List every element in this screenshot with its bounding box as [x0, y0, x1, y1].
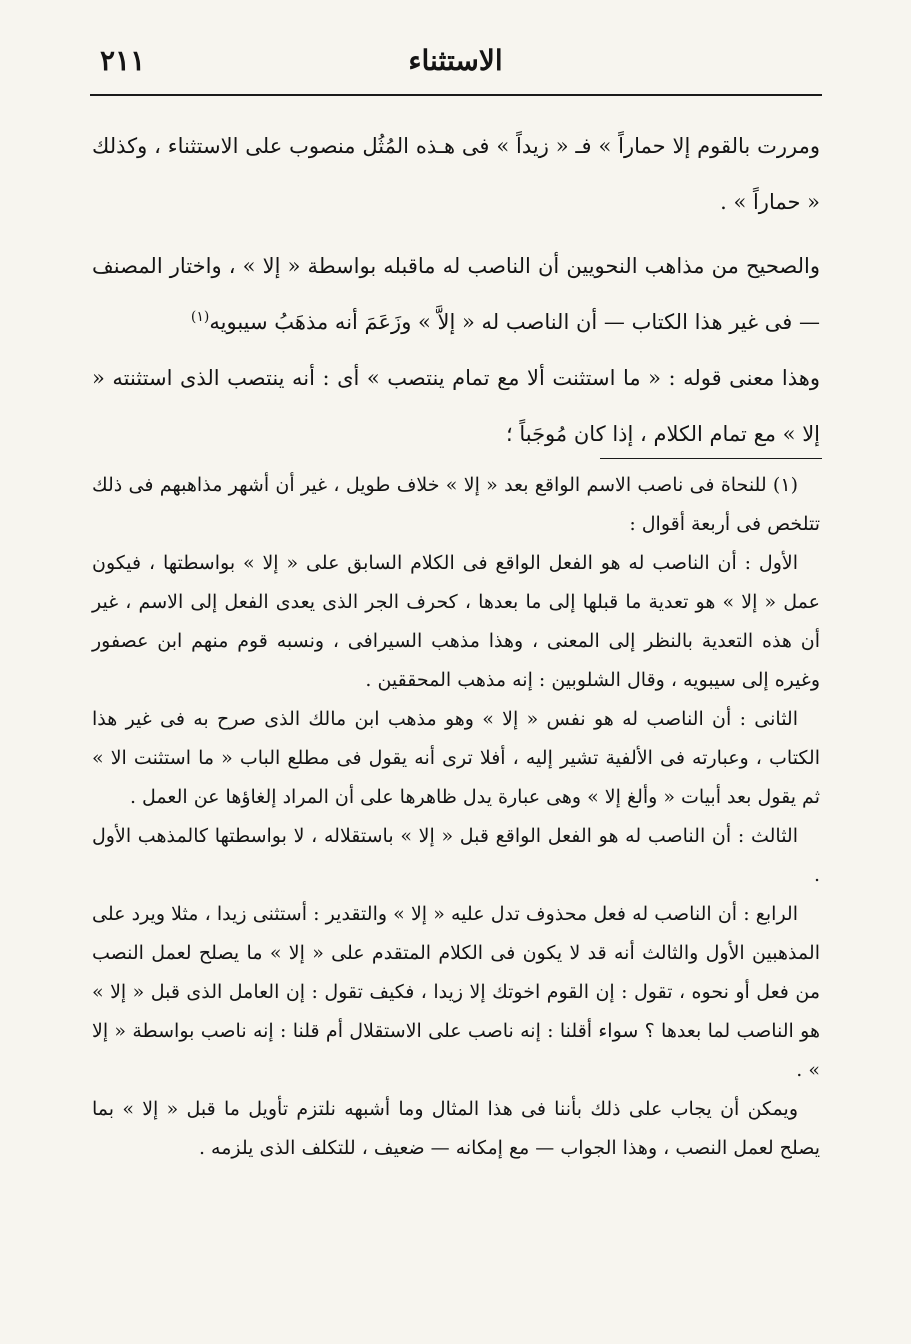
- main-paragraph: ومررت بالقوم إلا حماراً » فـ « زيداً » فى هـذه المُثُل منصوب على الاستثناء ، وكذلك « حماراً » .: [92, 134, 820, 214]
- page-number: ٢١١: [100, 44, 146, 77]
- footnotes: [92, 466, 820, 1168]
- footnote-paragraph: الرابع : أن الناصب له فعل محذوف تدل عليه « إلا » والتقدير : أستثنى زيدا ، مثلا ويرد على المذهبين الأول والثالث أنه قد لا يكون فى الكلام المتقدم على « إلا » ما يصلح لعمل النصب من فعل أو نحوه ، تقول : إن القوم اخوتك إلا زيدا ، فكيف تقول : إن العامل الذى قبل « إلا » هو الناصب لما بعدها ؟ سواء أقلنا : إنه ناصب على الاستقلال أم قلنا : إنه ناصب بواسطة « إلا » .: [92, 903, 820, 1081]
- footnote-paragraph: (١) للنحاة فى ناصب الاسم الواقع بعد « إلا » خلاف طويل ، غير أن أشهر مذاهبهم فى ذلك تتلخص فى أربعة أقوال :: [92, 474, 820, 535]
- page-header: [90, 38, 821, 88]
- main-paragraph: [92, 238, 820, 350]
- main-paragraph: وهذا معنى قوله : « ما استثنت ألا مع تمام ينتصب » أى : أنه ينتصب الذى استثنته « إلا » مع تمام الكلام ، إذا كان مُوجَباً ؛: [92, 366, 820, 446]
- main-paragraph-text: والصحيح من مذاهب النحويين أن الناصب له ماقبله بواسطة « إلا » ، واختار المصنف — فى غير هذا الكتاب — أن الناصب له « إلاَّ » وزَعَمَ أنه مذهَبُ سيبويه: [92, 254, 820, 334]
- header-rule: [90, 94, 822, 96]
- page-title: الاستثناء: [408, 44, 503, 77]
- footnote-paragraph: الأول : أن الناصب له هو الفعل الواقع فى الكلام السابق على « إلا » بواسطتها ، فيكون عمل « إلا » هو تعدية ما قبلها إلى ما بعدها ، كحرف الجر الذى يعدى الفعل إلى الاسم ، غير أن هذه التعدية بالنظر إلى المعنى ، وهذا مذهب السيرافى ، ونسبه قوم منهم ابن عصفور وغيره إلى سيبويه ، وقال الشلوبين : إنه مذهب المحققين .: [92, 552, 820, 691]
- footnote-paragraph: الثالث : أن الناصب له هو الفعل الواقع قبل « إلا » باستقلاله ، لا بواسطتها كالمذهب الأول .: [92, 825, 820, 886]
- main-text: [92, 118, 820, 462]
- footnote-paragraph: الثانى : أن الناصب له هو نفس « إلا » وهو مذهب ابن مالك الذى صرح به فى غير هذا الكتاب ، وعبارته فى الألفية تشير إليه ، أفلا ترى أنه يقول فى مطلع الباب « ما استثنت الا » ثم يقول بعد أبيات « وألغ إلا » وهى عبارة يدل ظاهرها على أن المراد إلغاؤها عن العمل .: [92, 708, 820, 808]
- footnote-paragraph: ويمكن أن يجاب على ذلك بأننا فى هذا المثال وما أشبهه نلتزم تأويل ما قبل « إلا » بما يصلح لعمل النصب ، وهذا الجواب — مع إمكانه — ضعيف ، للتكلف الذى يلزمه .: [92, 1098, 820, 1159]
- footnote-marker: (١): [190, 309, 210, 325]
- footnote-rule: [600, 458, 822, 459]
